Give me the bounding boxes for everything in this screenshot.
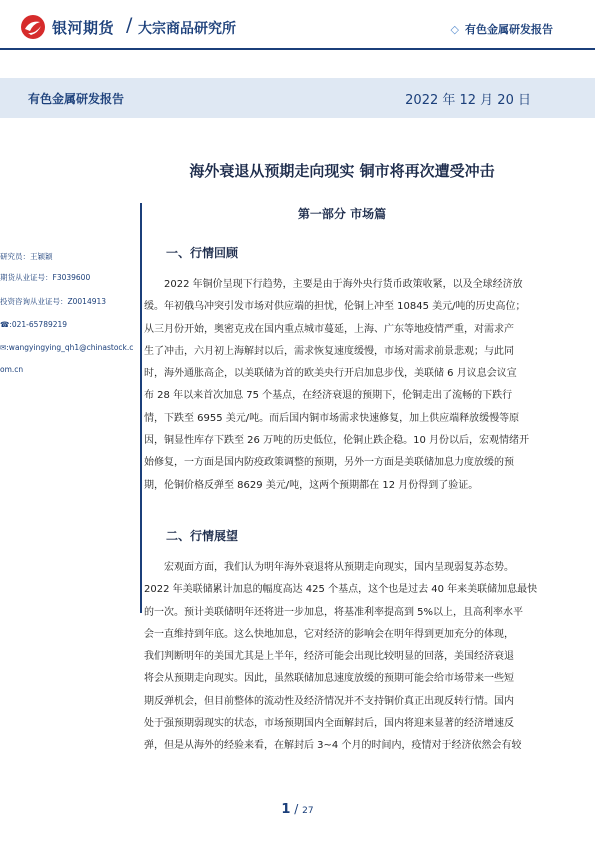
- page-separator: /: [294, 802, 299, 816]
- sidebar-divider: [140, 203, 142, 613]
- section-review-body: [144, 274, 562, 497]
- header-rule: [0, 48, 595, 50]
- paragraph-line: 将会从预期走向现实。因此，虽然联储加息速度放缓的预期可能会给市场带来一些短: [144, 673, 514, 685]
- paragraph-line: 缓。年初俄乌冲突引发市场对供应端的担忧，伦铜上冲至 10845 美元/吨的历史高位；: [144, 301, 526, 313]
- header-report-type: [451, 21, 553, 37]
- section-heading-outlook: 二、行情展望: [166, 529, 239, 543]
- institute-name: 大宗商品研究所: [138, 21, 236, 37]
- paragraph-line: 因，铜显性库存下跌至 26 万吨的历史低位，伦铜止跌企稳。10 月份以后，宏观情绪开: [144, 435, 529, 447]
- article-title: 海外衰退从预期走向现实 铜市将再次遭受冲击: [189, 162, 495, 180]
- diamond-icon: ◇: [450, 23, 459, 36]
- paragraph-line: 弹，但是从海外的经验来看，在解封后 3~4 个月的时间内，疫情对于经济依然会有较: [144, 740, 522, 752]
- qualification-cert: 期货从业证号：F3039600: [0, 273, 91, 282]
- brand-name: 银河期货: [52, 19, 115, 37]
- paragraph-line: 始修复，一方面是国内防疫政策调整的预期，另外一方面是美联储加息力度放缓的预: [144, 457, 514, 469]
- galaxy-logo-icon: [20, 14, 46, 40]
- paragraph-line: 情，下跌至 6955 美元/吨。而后国内铜市场需求快速修复，加上供应端释放缓慢等原: [144, 412, 520, 424]
- paragraph-line: 期反弹机会，但目前整体的流动性及经济情况并不支持铜价真正出现反转行情。国内: [144, 695, 514, 707]
- email-contact[interactable]: ✉:wangyingying_qh1@chinastock.c: [0, 343, 134, 352]
- paragraph-line: 布 28 年以来首次加息 75 个基点，在经济衰退的预期下，伦铜走出了流畅的下跌行: [144, 390, 513, 402]
- report-date: 2022 年 12 月 20 日: [405, 93, 531, 108]
- section-heading-review: 一、行情回顾: [166, 246, 239, 260]
- section-outlook-body: [144, 557, 562, 758]
- header-report-type-label: 有色金属研发报告: [465, 23, 553, 36]
- paragraph-line: 处于强预期弱现实的状态，市场预期国内全面解封后，国内将迎来显著的经济增速反: [144, 718, 514, 730]
- band-report-type: 有色金属研发报告: [28, 92, 125, 106]
- phone-contact: ☎:021-65789219: [0, 320, 68, 329]
- page-header: [0, 0, 595, 60]
- paragraph-line: 2022 年美联储累计加息的幅度高达 425 个基点，这个也是过去 40 年来美联储加息最快: [144, 584, 538, 596]
- paragraph-line: 2022 年铜价呈现下行趋势，主要是由于海外央行货币政策收紧，以及全球经济放: [164, 279, 523, 290]
- brand-slash: /: [126, 14, 133, 36]
- paragraph-line: 时，海外通胀高企，以美联储为首的欧美央行开启加息步伐，美联储 6 月议息会议宣: [144, 368, 517, 380]
- investment-cert: 投资咨询从业证号：Z0014913: [0, 297, 107, 306]
- paragraph-line: 会一直维持到年底。这么快地加息，它对经济的影响会在明年得到更加充分的体现，: [144, 628, 514, 640]
- paragraph-line: 宏观面方面，我们认为明年海外衰退将从预期走向现实，国内呈现弱复苏态势。: [164, 562, 514, 573]
- paragraph-line: 从三月份开始，奥密克戎在国内重点城市蔓延，上海、广东等地疫情严重，对需求产: [144, 323, 514, 335]
- paragraph-line: 我们判断明年的美国尤其是上半年，经济可能会出现比较明显的回落，美国经济衰退: [144, 651, 514, 663]
- page-number: [0, 802, 595, 817]
- email-contact-cont[interactable]: om.cn: [0, 365, 24, 374]
- part-heading: 第一部分 市场篇: [297, 207, 387, 221]
- current-page: 1: [281, 802, 291, 817]
- total-pages: 27: [302, 806, 314, 816]
- researcher-name: 研究员：王颖颖: [0, 252, 53, 261]
- paragraph-line: 生了冲击，六月初上海解封以后，需求恢复速度缓慢，市场对需求前景悲观；与此同: [144, 345, 514, 357]
- paragraph-line: 的一次。预计美联储明年还将进一步加息，将基准利率提高到 5%以上，且高利率水平: [144, 606, 524, 618]
- paragraph-line: 期，伦铜价格反弹至 8629 美元/吨，这两个预期都在 12 月份得到了验证。: [144, 479, 479, 491]
